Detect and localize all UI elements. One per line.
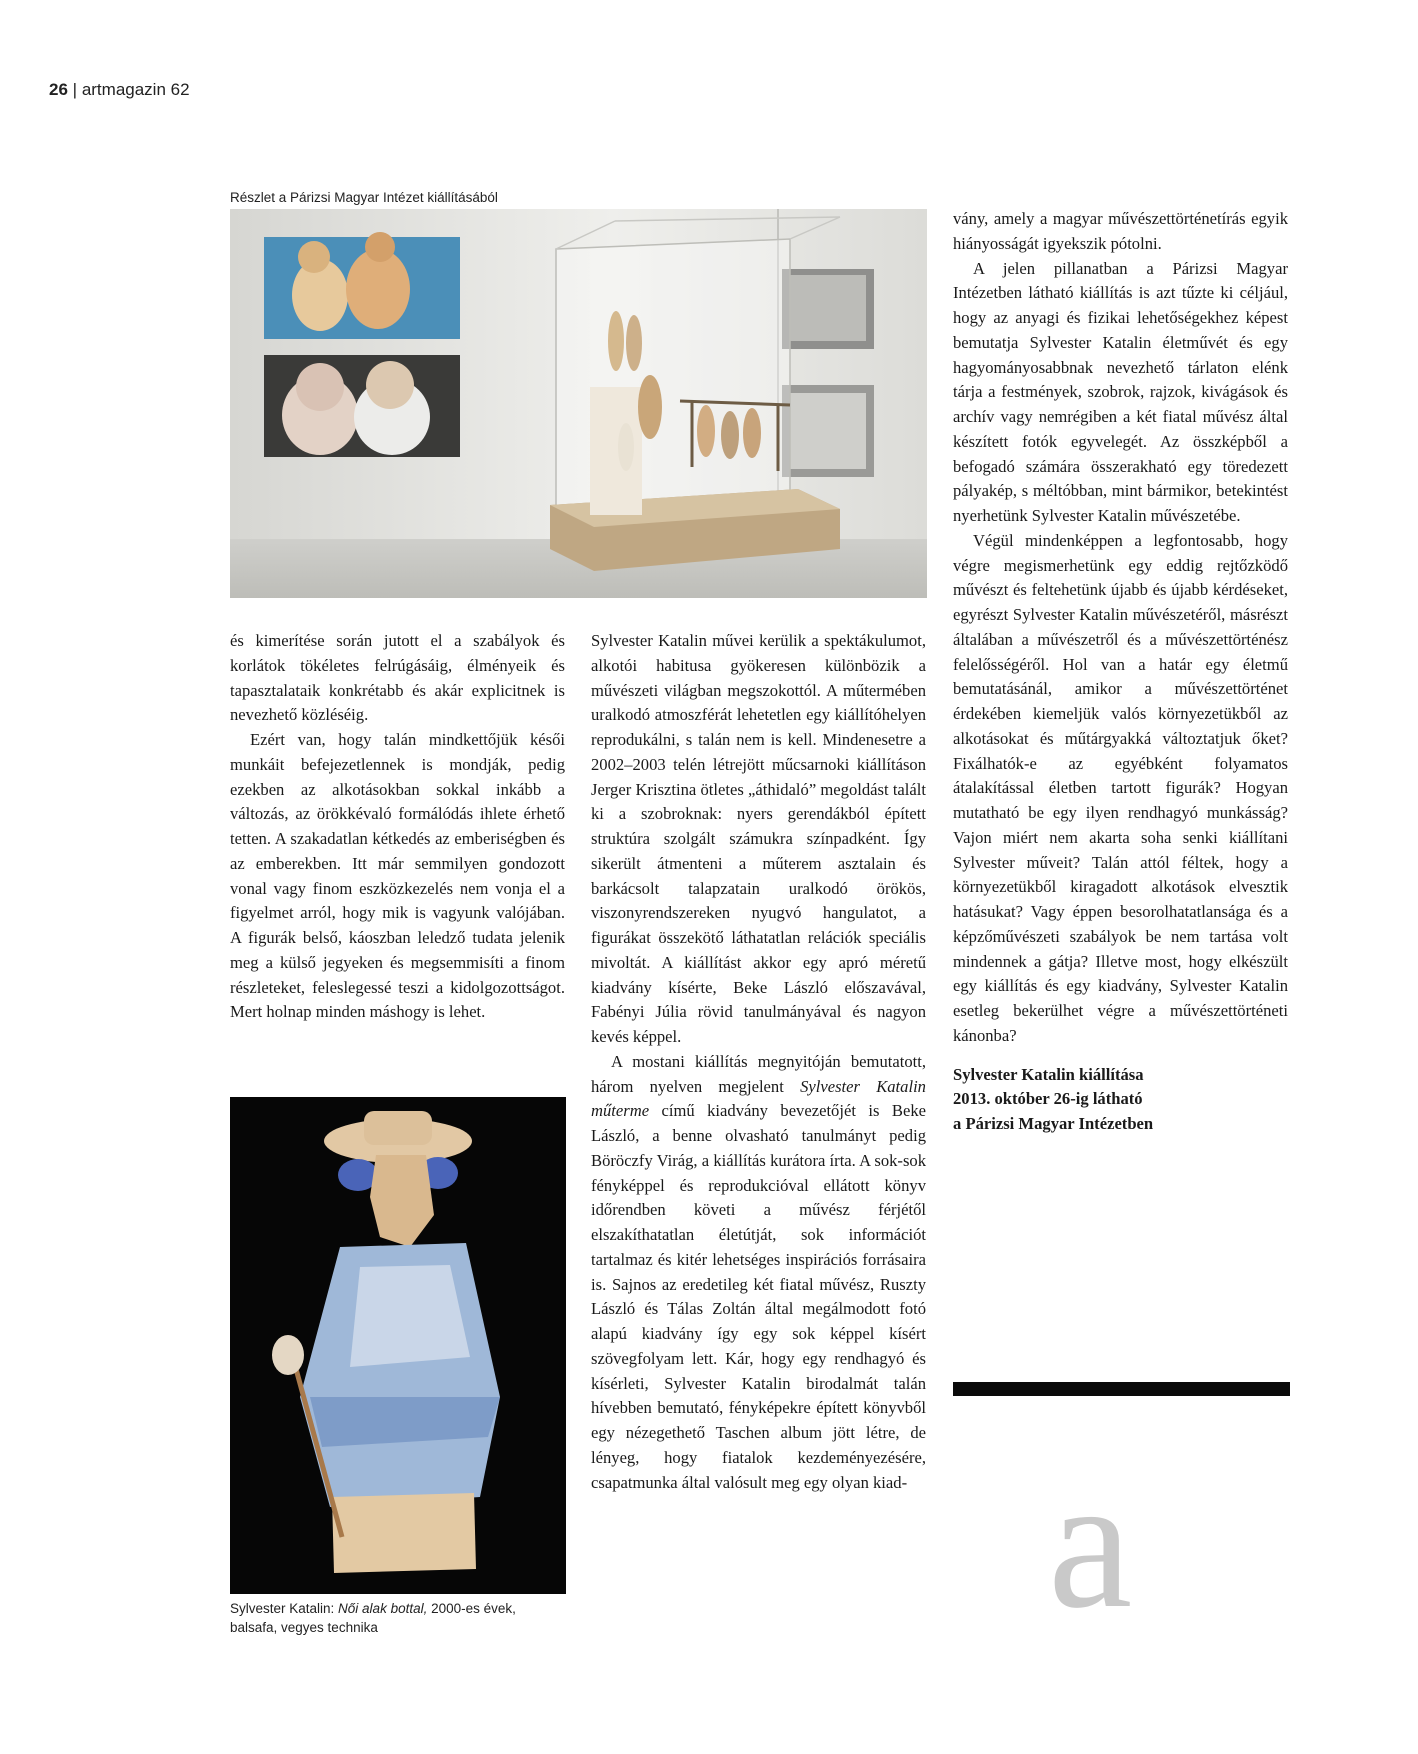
caption-artist: Sylvester Katalin: (230, 1601, 339, 1616)
paragraph: Végül mindenképpen a legfontosabb, hogy végre megismerhetünk egy eddig rejtőzködő művészt és feltehetünk újabb és újabb kérdéseket, egyrészt Sylvester Katalin művészetéről, másrészt általában a művészetről és a művészettörténész felelősségéről. Hol van a határ egy életmű bemutatásánál, amikor a művészettörténet érdekében kiemeljük valós környezetükből az alkotásokat és műtárgyakká változtatjuk őket? Fixálhatók-e az egyébként folyamatos átalakítással életben tartott figurák? Hogyan mutatható be egy ilyen rendhagyó munkásság? Vajon miért nem akarta soha senki kiállítani Sylvester műveit? Talán attól féltek, hogy a környezetükből kiragadott alkotások elvesztik hatásukat? Vagy éppen besorolhatatlansága és a képzőművészeti szabályok be nem tartása volt mindennek a gátja? Illetve most, hogy elkészült egy kiállítás és egy kiadvány, Sylvester Katalin esetleg bekerülhet végre a művészettörténeti kánonba? (953, 530, 1288, 1045)
paragraph-text: A mostani kiállítás megnyitóján bemutatott, három nyelven megjelent (591, 1051, 926, 1096)
page-folio (49, 80, 190, 100)
caption-medium: balsafa, vegyes technika (230, 1620, 378, 1635)
exhibition-info (953, 1063, 1288, 1137)
info-line: Sylvester Katalin kiállítása (953, 1064, 1144, 1084)
sculpture-photo (230, 1097, 566, 1594)
sculpture-caption (230, 1599, 516, 1637)
magazine-name: artmagazin 62 (81, 80, 190, 99)
paragraph: A jelen pillanatban a Párizsi Magyar Intézetben látható kiállítás is azt tűzte ki céljául, hogy az anyagi és fizikai lehetőségekhez képest bemutatja Sylvester Katalin életművét és egy hagyományosabbnak nevezhető tárlaton elénk tárja a festmények, szobrok, rajzok, kivágások és archív vagy nemrégiben a két fiatal művész által készített fotók egyvelegét. Az összképből a befogadó számára összerakható egy töredezett pályakép, s méltóbban, mint bármikor, betekintést nyerhetünk Sylvester Katalin művészetébe. (953, 258, 1288, 525)
paragraph: és kimerítése során jutott el a szabályok és korlátok tökéletes felrúgásáig, élményeik és tapasztalataik konkrétabb és akár explicitnek is nevezhető közléséig. (230, 631, 565, 725)
info-line: a Párizsi Magyar Intézetben (953, 1114, 1154, 1133)
text-column-3 (953, 207, 1288, 1137)
book-title: Sylvester Katalin műterme (591, 1076, 926, 1121)
top-photo-caption: Részlet a Párizsi Magyar Intézet kiállításából (230, 190, 498, 205)
paragraph-text: című kiadvány bevezetőjét is Beke László, a benne olvasható tanulmányt pedig Böröczfy Virág, a kiállítás kurátora írta. A sok-sok fényképpel és reprodukcióval ellátott könyv időrendben követi a művész férjétől elszakíthatatlan életútját, sok információt tartalmaz és kitér lehetséges inspirációs forrásaira is. Sajnos az eredetileg két fiatal művész, Ruszty László és Tálas Zoltán által megálmodott fotó alapú kiadvány így egy sok képpel kísért szövegfolyam lett. Kár, hogy egy rendhagyó és kísérleti, Sylvester Katalin birodalmát talán hívebben bemutató, fényképekre épített könyvből egy nézegethető Taschen album jött létre, de lényeg, hogy fiatalok kezdeményezésére, csapatmunka által valósult meg egy olyan kiad- (591, 1101, 926, 1492)
info-line: 2013. október 26-ig látható (953, 1089, 1143, 1109)
caption-date: 2000-es évek, (427, 1601, 516, 1616)
paragraph: vány, amely a magyar művészettörténetírás egyik hiányosságát igyekszik pótolni. (953, 209, 1288, 253)
paragraph: Ezért van, hogy talán mindkettőjük késői munkáit befejezetlennek is mondják, pedig ezekben az alkotásokban sokkal inkább a változás, az örökkévaló formálódás ihlete érhető tetten. A szakadatlan kétkedés az emberiségben és az emberekben. Itt már semmilyen gondozott vonal vagy finom eszközkezelés nem vonja el a figyelmet arról, hogy mik is vagyunk valójában. A figurák belső, káoszban leledző tudata jelenik meg a külső jegyeken és megsemmisíti a finom részleteket, feleslegessé teszi a kidolgozottságot. Mert holnap minden máshogy is lehet. (230, 730, 565, 1022)
paragraph (591, 1050, 926, 1496)
page-number: 26 (49, 80, 68, 99)
text-column-1 (230, 629, 565, 1025)
section-end-bar (953, 1382, 1290, 1396)
magazine-logo-letter: a (1048, 1438, 1133, 1648)
paragraph: Sylvester Katalin művei kerülik a spektákulumot, alkotói habitusa gyökeresen különbözik a művészeti világban megszokottól. A műtermében uralkodó atmoszférát lehetetlen egy kiállítóhelyen reprodukálni, s talán nem is kell. Mindenesetre a 2002–2003 telén létrejött műcsarnoki kiállításon Jerger Krisztina ötletes „áthidaló” megoldást talált ki a szobroknak: nyers gerendákból épített struktúra szolgált számukra színpadként. Így sikerült átmenteni a műterem asztalain és barkácsolt talapzatain uralkodó örökös, viszonyrendszereken nyugvó hangulatot, a figurákat összekötő láthatatlan relációk speciális mivoltát. A kiállítást akkor egy apró méretű kiadvány kísérte, Beke László előszavával, Fabényi Júlia rövid tanulmányával és nagyon kevés képpel. (591, 631, 926, 1046)
caption-title: Női alak bottal, (338, 1601, 428, 1616)
folio-separator: | (72, 80, 78, 99)
exhibition-photo (230, 209, 927, 598)
text-column-2 (591, 629, 926, 1495)
